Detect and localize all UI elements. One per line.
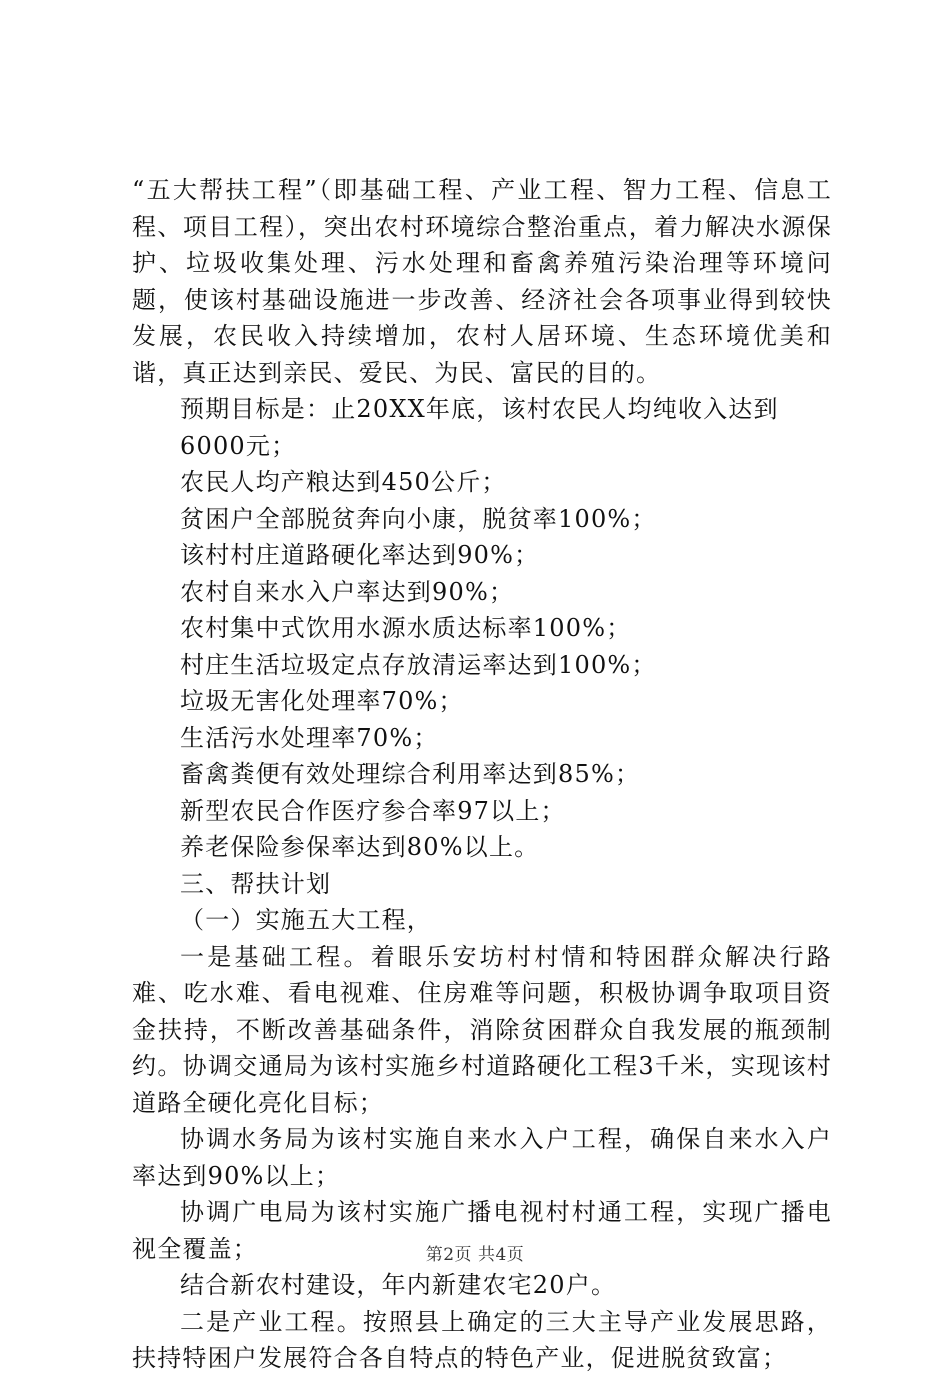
goal-item-tap-water: 农村自来水入户率达到90%； [180,577,515,606]
paragraph-water-bureau: 协调水务局为该村实施自来水入户工程，确保自来水入户率达到90%以上； [132,1125,832,1190]
goal-item-medical: 新型农民合作医疗参合率97以上； [180,796,566,825]
document-body [132,172,832,1377]
paragraph-broadcast-bureau: 协调广电局为该村实施广播电视村村通工程，实现广播电视全覆盖； [132,1198,832,1263]
goal-item-sewage: 生活污水处理率70%； [180,723,439,752]
goal-item-water-quality: 农村集中式饮用水源水质达标率100%； [180,614,632,642]
subsection-heading-five-projects: （一）实施五大工程， [180,906,432,934]
goal-item-garbage-treatment: 垃圾无害化处理率70%； [180,687,464,715]
goal-item-road: 该村村庄道路硬化率达到90%； [180,541,540,569]
goal-item-garbage-collection: 村庄生活垃圾定点存放清运率达到100%； [180,650,657,679]
goal-item-grain: 农民人均产粮达到450公斤； [180,468,507,496]
paragraph-five-projects: “五大帮扶工程”（即基础工程、产业工程、智力工程、信息工程、项目工程），突出农村环境综合整治重点，着力解决水源保护、垃圾收集处理、污水处理和畜禽养殖污染治理等环境问题，使该村基础设施进一步改善、经济社会各项事业得到较快发展，农民收入持续增加，农村人居环境、生态环境优美和谐，真正达到亲民、爱民、为民、富民的目的。 [132,176,832,387]
paragraph-infrastructure: 一是基础工程。着眼乐安坊村村情和特困群众解决行路难、吃水难、看电视难、住房难等问题，积极协调争取项目资金扶持，不断改善基础条件，消除贫困群众自我发展的瓶颈制约。协调交通局为该村实施乡村道路硬化工程3千米，实现该村道路全硬化亮化目标； [132,942,832,1117]
goal-item-poverty: 贫困户全部脱贫奔向小康，脱贫率100%； [180,504,657,533]
goal-item-income: 6000元； [180,431,297,460]
goal-item-livestock-waste: 畜禽粪便有效处理综合利用率达到85%； [180,760,641,788]
page-number-footer: 第2页 共4页 [425,1245,525,1265]
paragraph-industry: 二是产业工程。按照县上确定的三大主导产业发展思路，扶持特困户发展符合各自特点的特色产业，促进脱贫致富； [132,1307,832,1372]
goal-item-pension: 养老保险参保率达到80%以上。 [180,833,540,861]
section-heading-plan: 三、帮扶计划 [180,869,332,898]
paragraph-expected-goal: 预期目标是：止20XX年底，该村农民人均纯收入达到 [180,395,779,423]
paragraph-new-housing: 结合新农村建设，年内新建农宅20户。 [180,1271,617,1299]
